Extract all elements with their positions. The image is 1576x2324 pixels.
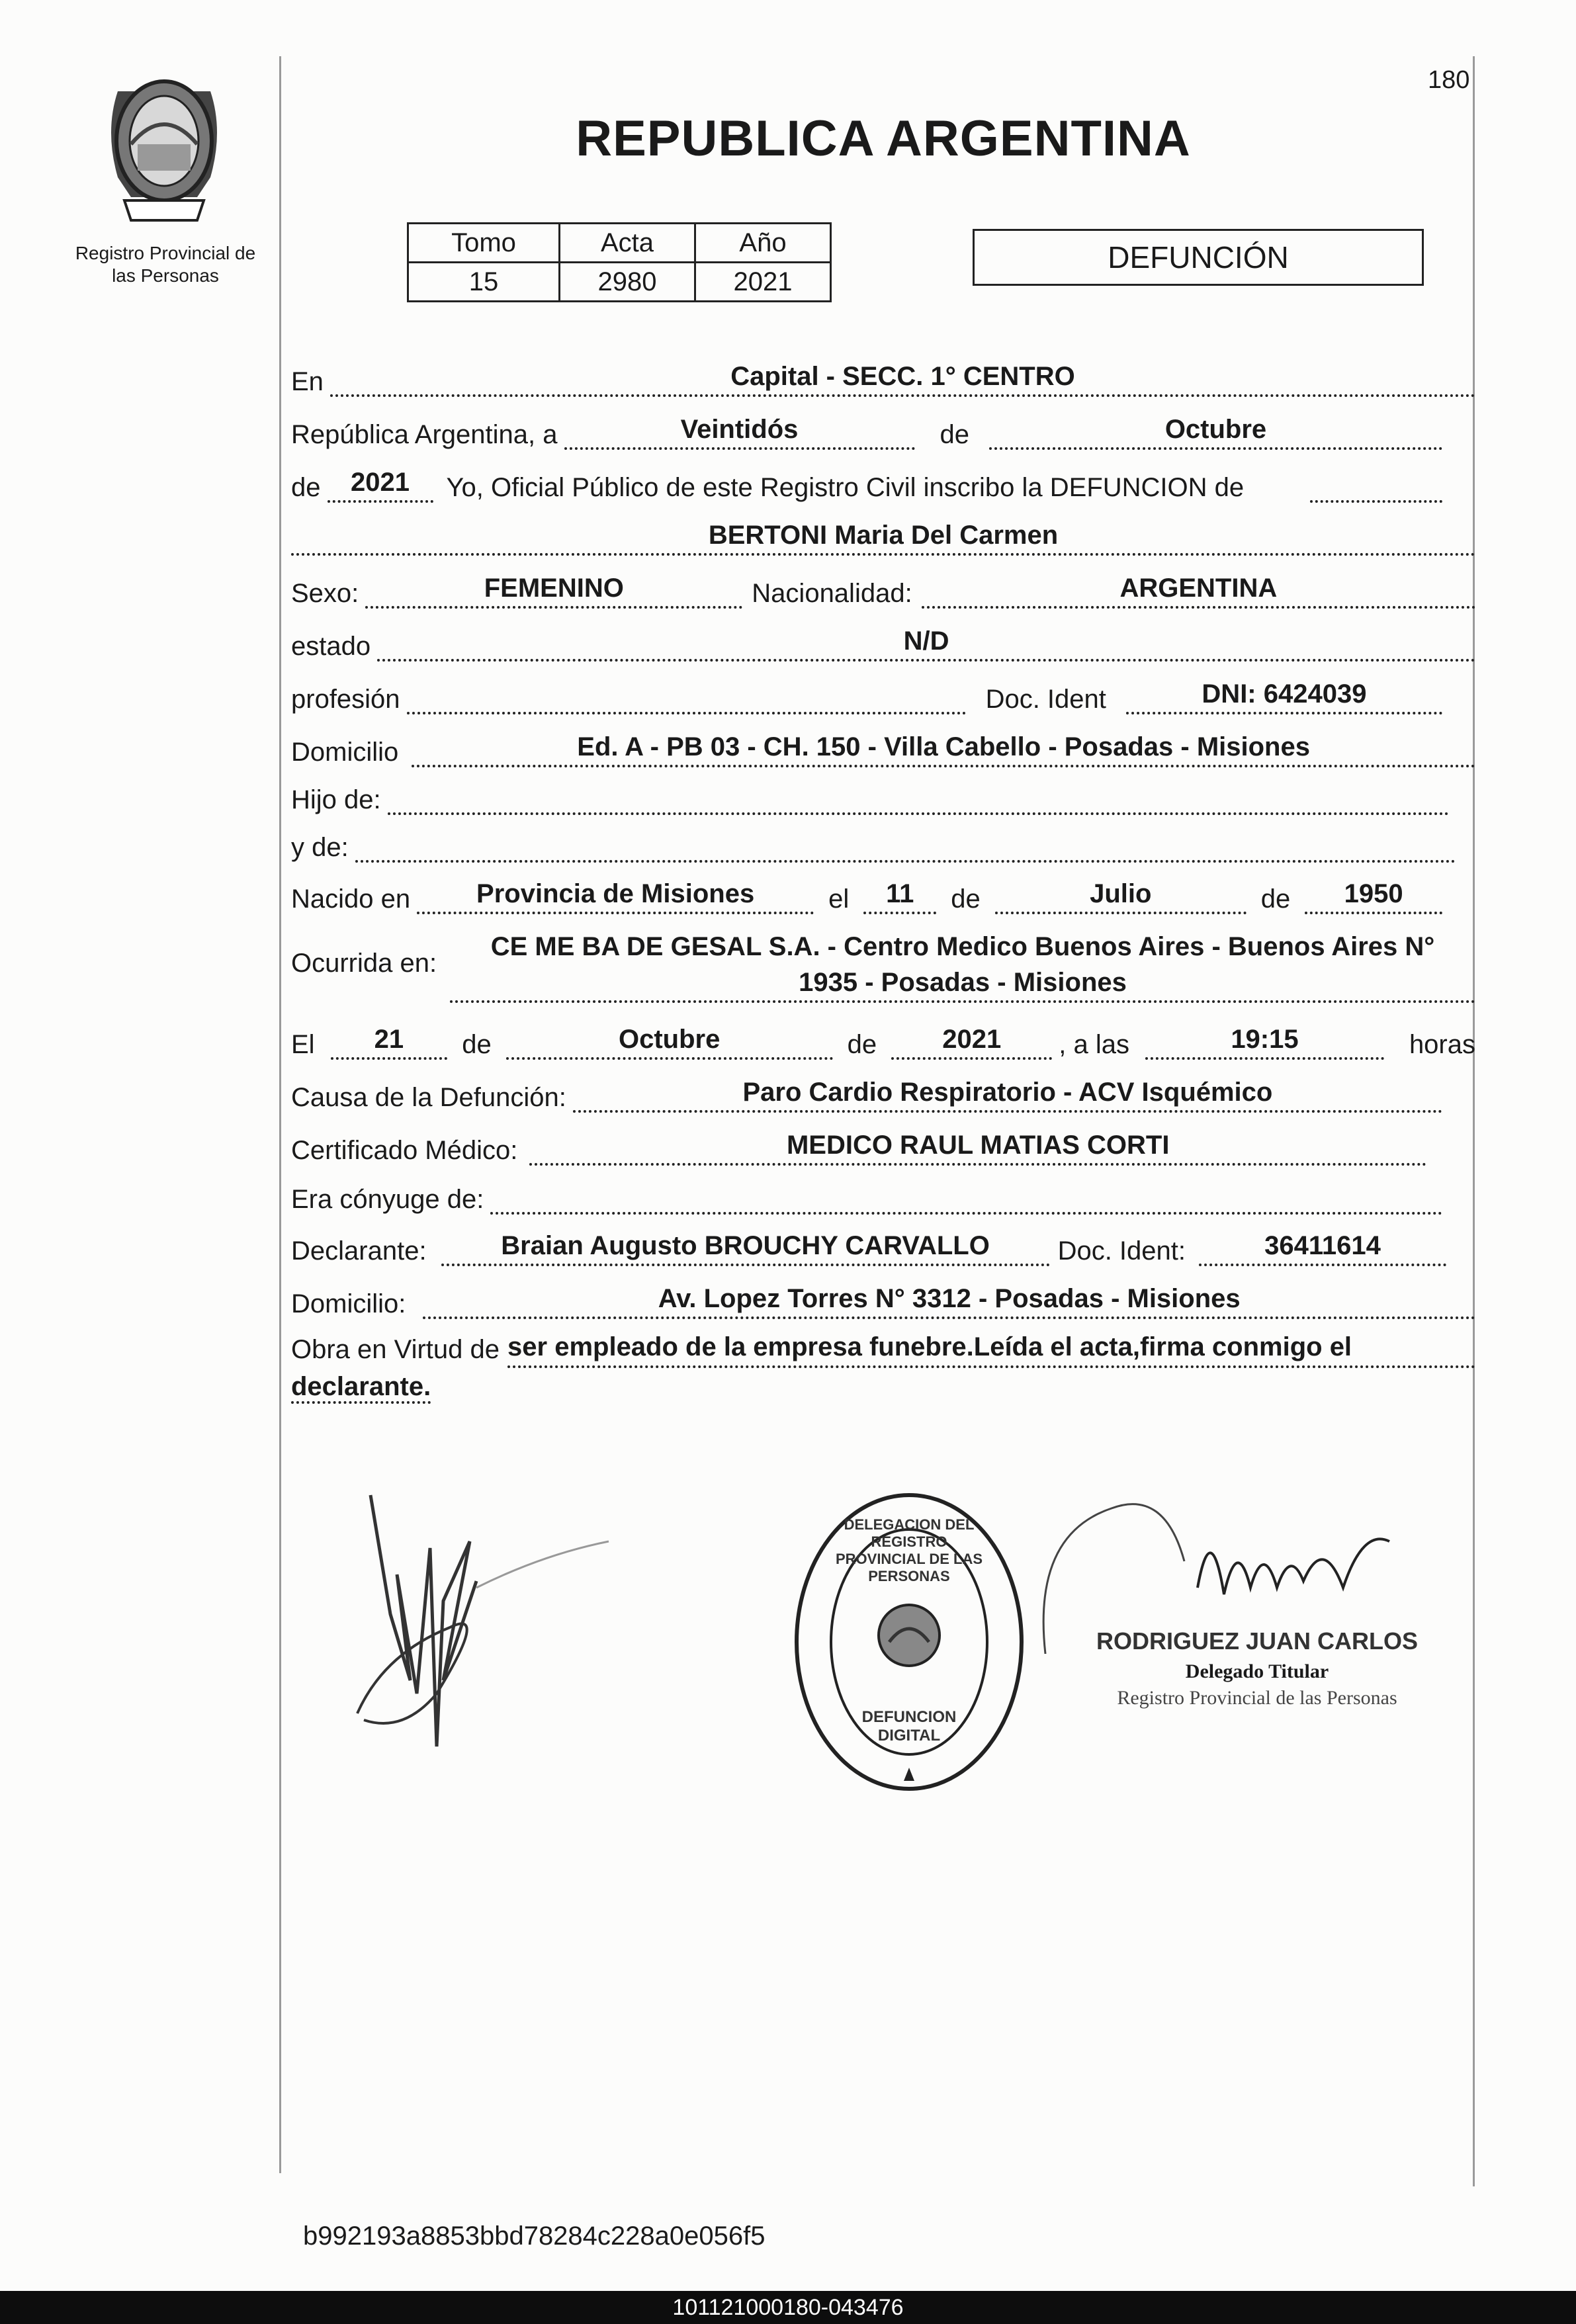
page-number: 180: [1428, 66, 1470, 94]
de-label-1: de: [940, 420, 969, 449]
decl-domicilio-label: Domicilio:: [291, 1289, 406, 1318]
official-block: [1085, 1627, 1429, 1709]
birth-month: Julio: [995, 879, 1247, 914]
death-month: Octubre: [506, 1025, 833, 1060]
row-causa: [291, 1073, 1442, 1113]
header-tomo: Tomo: [408, 224, 560, 263]
value-tomo: 15: [408, 263, 560, 302]
de-label-5: de: [462, 1030, 492, 1059]
value-ano: 2021: [695, 263, 831, 302]
causa-value: Paro Cardio Respiratorio - ACV Isquémico: [573, 1078, 1442, 1113]
de-label-4: de: [1260, 884, 1291, 914]
en-label: En: [291, 367, 324, 396]
declarant-signature: [344, 1482, 622, 1773]
row-hijo: [291, 775, 1449, 815]
alas-label: , a las: [1059, 1030, 1130, 1059]
registry-name-line1: Registro Provincial de: [75, 243, 256, 263]
row-inscribe: [291, 463, 1442, 503]
hijo-label: Hijo de:: [291, 785, 381, 814]
page-title: REPUBLICA ARGENTINA: [576, 110, 1191, 167]
row-deceased-name: [291, 516, 1475, 556]
row-certificado: [291, 1126, 1426, 1166]
en-value: Capital - SECC. 1° CENTRO: [330, 362, 1475, 397]
inscribe-text: Yo, Oficial Público de este Registro Civil inscribo la DEFUNCION de: [446, 473, 1245, 502]
deceased-name: BERTONI Maria Del Carmen: [291, 521, 1475, 556]
ocurrida-label: Ocurrida en:: [291, 949, 437, 978]
official-stamp: [790, 1490, 1028, 1794]
declarante-label: Declarante:: [291, 1236, 427, 1266]
el2-label: El: [291, 1030, 315, 1059]
left-margin-line: [279, 56, 281, 2173]
decl-domicilio-value: Av. Lopez Torres N° 3312 - Posadas - Misiones: [423, 1284, 1475, 1319]
certificado-label: Certificado Médico:: [291, 1136, 518, 1165]
row-estado: [291, 622, 1475, 662]
month-text: Octubre: [989, 415, 1442, 450]
de-label-3: de: [951, 884, 981, 914]
death-day: 21: [331, 1025, 448, 1060]
document-hash: b992193a8853bbd78284c228a0e056f5: [303, 2221, 766, 2251]
hijo-value: [388, 781, 1449, 815]
row-sexo: [291, 569, 1475, 609]
doc-ident-value: DNI: 6424039: [1126, 679, 1442, 714]
day-text: Veintidós: [564, 415, 915, 450]
doc-ident-label: Doc. Ident: [985, 685, 1106, 714]
header-acta: Acta: [560, 224, 695, 263]
horas-label: horas: [1409, 1030, 1475, 1059]
row-obra: [291, 1328, 1475, 1405]
obra-line2: declarante.: [291, 1372, 431, 1404]
value-acta: 2980: [560, 263, 695, 302]
ocurrida-line2: 1935 - Posadas - Misiones: [799, 968, 1127, 997]
stamp-inner-text: DEFUNCION DIGITAL: [861, 1708, 957, 1744]
certificado-value: MEDICO RAUL MATIAS CORTI: [529, 1131, 1426, 1166]
yde-label: y de:: [291, 833, 349, 862]
year-value: 2021: [328, 468, 433, 503]
row-en: [291, 357, 1475, 397]
domicilio-label: Domicilio: [291, 738, 399, 767]
causa-label: Causa de la Defunción:: [291, 1083, 566, 1112]
registry-name-line2: las Personas: [112, 265, 219, 286]
estado-value: N/D: [377, 626, 1475, 662]
row-ocurrida: [291, 929, 1475, 1002]
el-label: el: [828, 884, 850, 914]
row-death-date: [291, 1020, 1475, 1060]
sexo-label: Sexo:: [291, 579, 359, 608]
yde-value: [355, 828, 1456, 863]
header-ano: Año: [695, 224, 831, 263]
obra-label: Obra en Virtud de: [291, 1335, 500, 1364]
nacido-label: Nacido en: [291, 884, 411, 914]
conyuge-value: [490, 1180, 1442, 1215]
republica-label: República Argentina, a: [291, 420, 558, 449]
stamp-text: DELEGACION DEL REGISTRO PROVINCIAL DE LAS PERSONAS: [835, 1516, 983, 1584]
sexo-value: FEMENINO: [365, 574, 742, 609]
barcode-text: 101121000180-043476: [672, 2295, 904, 2320]
row-profesion: [291, 675, 1442, 714]
death-year: 2021: [891, 1025, 1052, 1060]
de-label-2: de: [291, 473, 321, 502]
row-decl-domicilio: [291, 1279, 1475, 1319]
decl-doc-value: 36411614: [1199, 1231, 1446, 1266]
conyuge-label: Era cónyuge de:: [291, 1185, 484, 1214]
row-nacido: [291, 875, 1442, 914]
birth-day: 11: [863, 879, 936, 914]
record-type-box: DEFUNCIÓN: [973, 229, 1424, 286]
nacido-value: Provincia de Misiones: [417, 879, 814, 914]
domicilio-value: Ed. A - PB 03 - CH. 150 - Villa Cabello - Posadas - Misiones: [412, 732, 1475, 767]
registry-name: [53, 242, 278, 287]
obra-line1: ser empleado de la empresa funebre.Leída el acta,firma conmigo el: [507, 1328, 1475, 1368]
nacionalidad-label: Nacionalidad:: [752, 579, 912, 608]
official-signature: [1032, 1455, 1429, 1654]
de-label-6: de: [847, 1030, 877, 1059]
death-time: 19:15: [1145, 1025, 1384, 1060]
official-title: Delegado Titular: [1185, 1660, 1329, 1682]
estado-label: estado: [291, 632, 371, 661]
decl-doc-label: Doc. Ident:: [1057, 1236, 1186, 1266]
inscribe-continuation: [1310, 497, 1442, 503]
row-conyuge: [291, 1175, 1442, 1215]
profesion-label: profesión: [291, 685, 400, 714]
footer-bar: [0, 2291, 1576, 2324]
official-office: Registro Provincial de las Personas: [1117, 1687, 1397, 1709]
record-id-table: [407, 222, 832, 302]
ocurrida-line1: CE ME BA DE GESAL S.A. - Centro Medico Buenos Aires - Buenos Aires N°: [490, 932, 1435, 961]
row-domicilio: [291, 728, 1475, 767]
birth-year: 1950: [1305, 879, 1442, 914]
nacionalidad-value: ARGENTINA: [922, 574, 1475, 609]
profesion-value: [407, 680, 966, 714]
row-yde: [291, 823, 1456, 863]
ocurrida-value: [450, 929, 1475, 1003]
row-declarante: [291, 1227, 1446, 1266]
official-name: RODRIGUEZ JUAN CARLOS: [1096, 1627, 1419, 1655]
row-fecha-inscripcion: [291, 410, 1442, 450]
declarante-value: Braian Augusto BROUCHY CARVALLO: [441, 1231, 1050, 1266]
